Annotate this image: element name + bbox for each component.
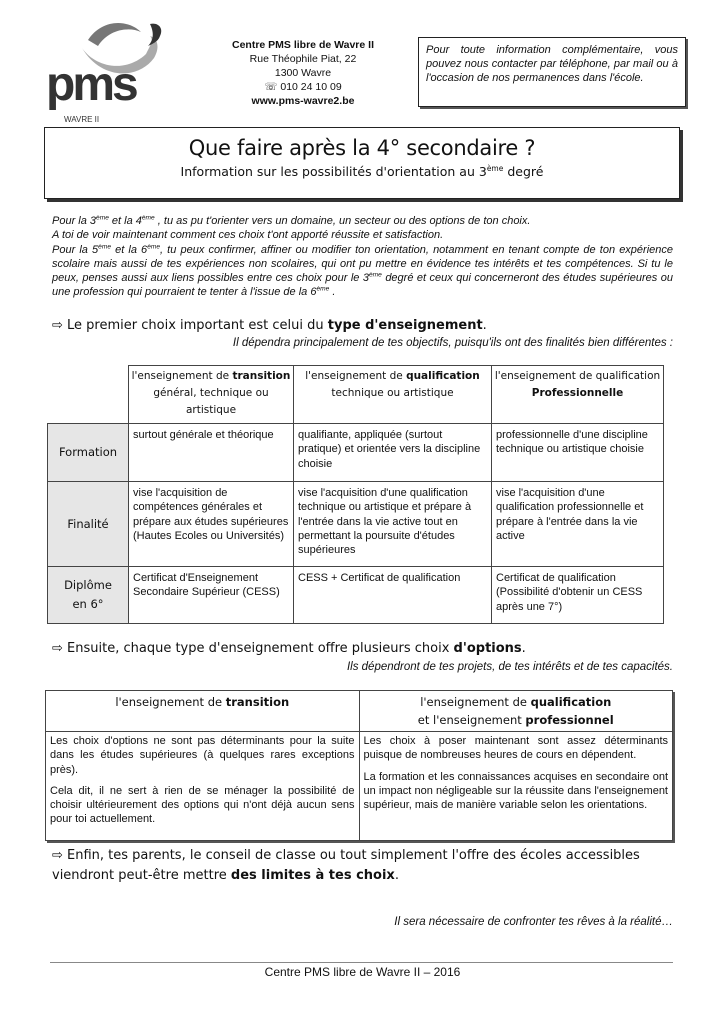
- table-cell: vise l'acquisition d'une qualification professionnelle et prépare à l'entrée dans la vie active: [492, 482, 664, 567]
- telephone-icon: ☏: [264, 81, 278, 93]
- qualification-options-cell: Les choix à poser maintenant sont assez déterminants puisque de nombreuses heures de cours en dépendent. La formation et les connaissances acquises en secondaire ont un impact non négligeable sur la réussite dans l'enseignement supérieur, mais de manière variable selon les orientations.: [359, 732, 673, 841]
- title-box: [44, 127, 680, 199]
- row-label: Diplôme en 6°: [48, 567, 129, 624]
- city: 1300 Wavre: [274, 67, 332, 79]
- arrow-right-icon: ⇨: [52, 318, 63, 333]
- website-link[interactable]: www.pms-wavre2.be: [251, 95, 355, 107]
- info-box: Pour toute information complémentaire, vous pouvez nous contacter par téléphone, par mail ou à l'occasion de nos permanences dans l'école.: [418, 37, 686, 107]
- header-professionnelle: l'enseignement de qualification Professionnelle: [492, 366, 664, 424]
- row-label: Formation: [48, 424, 129, 482]
- header-qualification: l'enseignement de qualification technique ou artistique: [294, 366, 492, 424]
- section1-subtitle: Il dépendra principalement de tes objectifs, puisqu'ils ont des finalités bien différentes :: [232, 337, 673, 349]
- page-title: Que faire après la 4° secondaire ?: [188, 136, 536, 160]
- section3-heading: ⇨ Enfin, tes parents, le conseil de classe ou tout simplement l'offre des écoles accessibles viendront peut-être mettre des limites à tes choix.: [52, 848, 640, 883]
- table-cell: Certificat d'Enseignement Secondaire Supérieur (CESS): [129, 567, 294, 624]
- education-types-table: [47, 365, 664, 624]
- intro-paragraph: Pour la 3ème et la 4ème , tu as pu t'orienter vers un domaine, un secteur ou des options de ton choix. A toi de voir maintenant comment ces choix t'ont apporté réussite et satisfaction. Pour la 5ème et la 6ème, tu peux confirmer, affiner ou modifier ton orientation, notamment en tenant compte de ton expérience scolaire mais aussi de tes expériences non scolaires, qui ont pu mettre en évidence tes intérêts et tes compétences. Si tu le peux, penses aussi aux liens possibles entre ces choix pour le 3ème degré et ceux qui concerneront des études supérieures ou une profession qui pourraient te tenter à l'issue de la 6ème .: [52, 214, 674, 299]
- header-transition: l'enseignement de transition: [46, 691, 360, 732]
- transition-options-cell: Les choix d'options ne sont pas déterminants pour la suite dans les études supérieures (à quelques rares exceptions près). Cela dit, il ne sert à rien de se ménager la possibilité de choisir ultérieurement des options qui n'ont déjà aucun sens pour toi actuellement.: [46, 732, 360, 841]
- footer-divider: [50, 962, 673, 963]
- table-cell: vise l'acquisition d'une qualification technique ou artistique et prépare à l'entrée dans la vie active tout en permettant la poursuite d'études supérieures: [294, 482, 492, 567]
- table-cell: surtout générale et théorique: [129, 424, 294, 482]
- table-cell: professionnelle d'une discipline technique ou artistique choisie: [492, 424, 664, 482]
- center-name: Centre PMS libre de Wavre II: [232, 39, 374, 51]
- table-row: [48, 567, 664, 624]
- footer-text: Centre PMS libre de Wavre II – 2016: [264, 965, 461, 979]
- arrow-right-icon: ⇨: [52, 848, 63, 863]
- table-row: [48, 424, 664, 482]
- table-cell: vise l'acquisition de compétences générales et prépare aux études supérieures (Hautes Ecoles ou Universités): [129, 482, 294, 567]
- page-subtitle: Information sur les possibilités d'orientation au 3ème degré: [180, 163, 544, 179]
- table-cell: Certificat de qualification (Possibilité d'obtenir un CESS après une 7°): [492, 567, 664, 624]
- options-table: [45, 690, 673, 841]
- table-cell: qualifiante, appliquée (surtout pratique) et orientée vers la discipline choisie: [294, 424, 492, 482]
- street: Rue Théophile Piat, 22: [249, 53, 357, 65]
- section1-heading: ⇨ Le premier choix important est celui du type d'enseignement.: [52, 318, 487, 333]
- closing-remark: Il sera nécessaire de confronter tes rêves à la réalité…: [394, 916, 673, 928]
- table-row: [48, 482, 664, 567]
- svg-text:WAVRE II: WAVRE II: [64, 115, 100, 124]
- phone-line: [215, 80, 391, 94]
- arrow-right-icon: ⇨: [52, 641, 63, 656]
- section2-heading: ⇨ Ensuite, chaque type d'enseignement offre plusieurs choix d'options.: [52, 641, 526, 656]
- table-cell: CESS + Certificat de qualification: [294, 567, 492, 624]
- row-label: Finalité: [48, 482, 129, 567]
- header-qualification-professionnel: l'enseignement de qualification et l'enseignement professionnel: [359, 691, 673, 732]
- svg-text:pms: pms: [46, 58, 136, 111]
- pms-logo: [46, 18, 168, 122]
- section2-subtitle: Ils dépendront de tes projets, de tes intérêts et de tes capacités.: [346, 661, 673, 673]
- header-transition: l'enseignement de transition général, technique ou artistique: [129, 366, 294, 424]
- address-block: [215, 38, 391, 108]
- phone: 010 24 10 09: [280, 81, 342, 93]
